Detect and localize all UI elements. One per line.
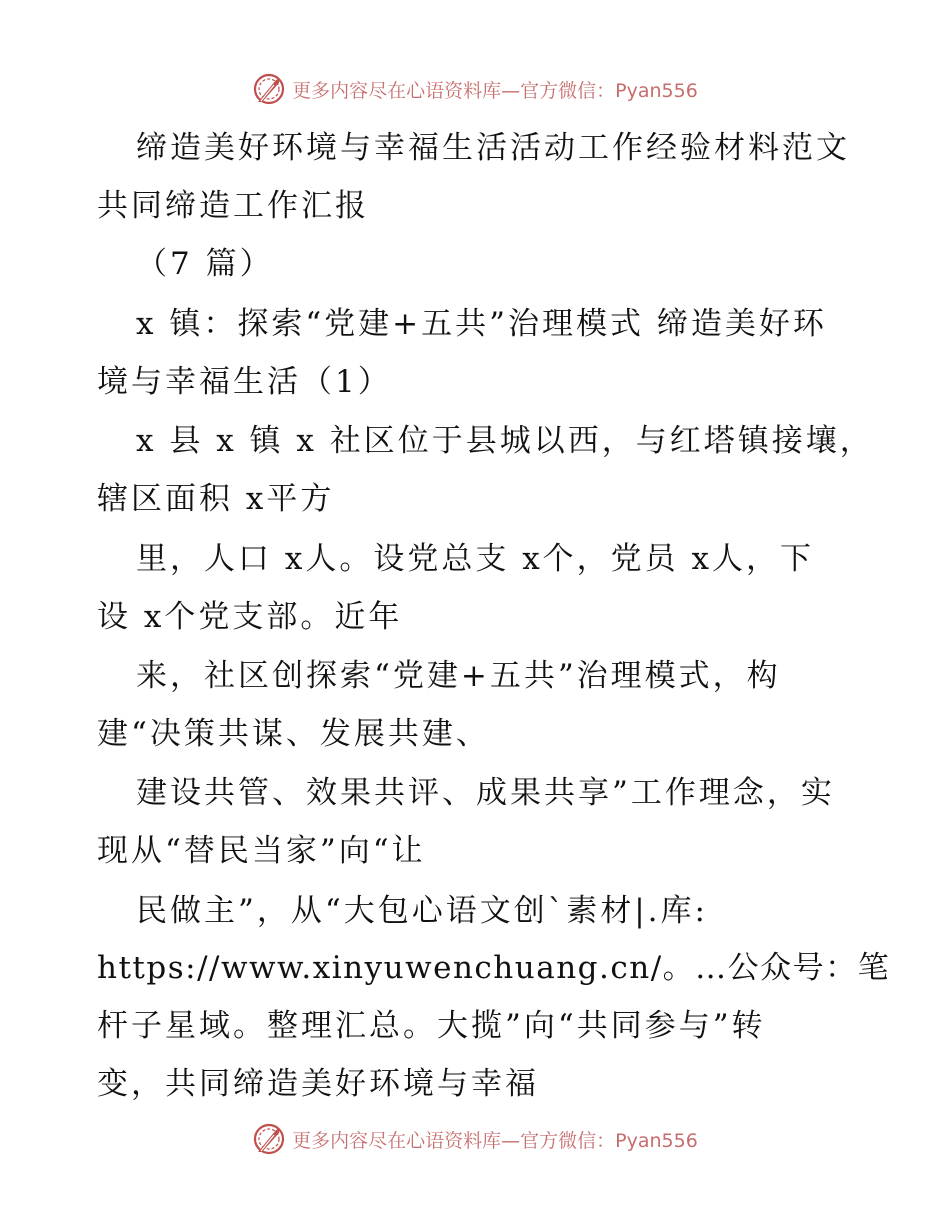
paragraph-line: 设 x个党支部。近年 bbox=[97, 599, 403, 635]
paragraph-line-url: https://www.xinyuwenchuang.cn/。…公众号：笔 bbox=[97, 950, 891, 986]
paragraph-line: 民做主”，从“大包心语文创`素材|.库: bbox=[136, 893, 708, 929]
paragraph-line: 变，共同缔造美好环境与幸福 bbox=[97, 1066, 539, 1102]
document-title-line-1: 缔造美好环境与幸福生活活动工作经验材料范文 bbox=[136, 130, 850, 166]
watermark-text: 更多内容尽在心语资料库—官方微信：Pyan556 bbox=[292, 1129, 698, 1152]
document-title-line-2: 共同缔造工作汇报 bbox=[97, 188, 369, 224]
section-heading-line-1: x 镇：探索“党建+五共”治理模式 缔造美好环 bbox=[136, 306, 827, 342]
paragraph-line: 现从“替民当家”向“让 bbox=[97, 833, 426, 869]
footer-watermark bbox=[0, 1122, 950, 1156]
quill-pen-logo-icon bbox=[252, 1122, 286, 1156]
paragraph-line: 建设共管、效果共评、成果共享”工作理念，实 bbox=[136, 775, 835, 811]
watermark-text: 更多内容尽在心语资料库—官方微信：Pyan556 bbox=[292, 79, 698, 102]
document-subtitle: （7 篇） bbox=[136, 246, 274, 282]
paragraph-line: x 县 x 镇 x 社区位于县城以西，与红塔镇接壤， bbox=[136, 423, 874, 459]
paragraph-line: 杆子星域。整理汇总。大揽”向“共同参与”转 bbox=[97, 1008, 766, 1044]
section-heading-line-2: 境与幸福生活（1） bbox=[97, 364, 392, 400]
paragraph-line: 辖区面积 x平方 bbox=[97, 481, 335, 517]
paragraph-line: 来，社区创探索“党建+五共”治理模式，构 bbox=[136, 658, 781, 694]
paragraph-line: 建“决策共谋、发展共建、 bbox=[97, 716, 490, 752]
paragraph-line: 里，人口 x人。设党总支 x个，党员 x人，下 bbox=[136, 541, 815, 577]
